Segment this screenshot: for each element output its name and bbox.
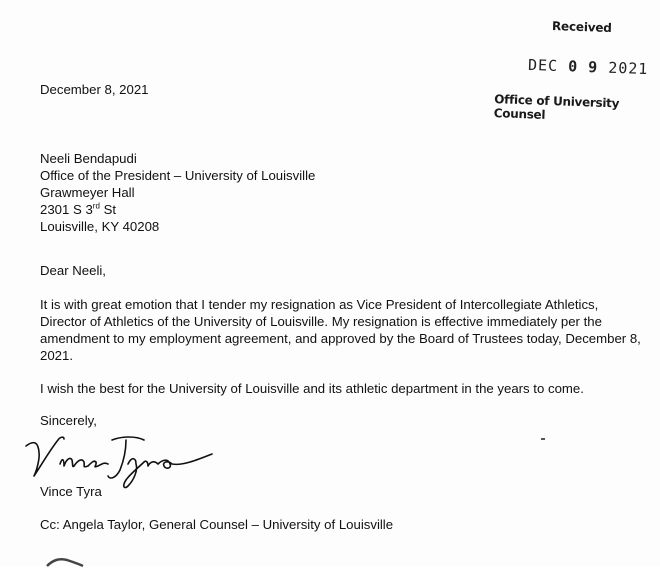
paragraph-line: 2021. [40, 348, 74, 363]
street-name: St [99, 202, 117, 217]
stamp-year: 2021 [607, 58, 649, 79]
recipient-street [40, 201, 315, 218]
body-paragraph-2: I wish the best for the University of Louisville and its athletic department in the years to come. [40, 381, 584, 396]
recipient-city: Louisville, KY 40208 [40, 219, 160, 234]
recipient-address [40, 150, 315, 235]
received-stamp-date [528, 56, 649, 78]
handwritten-signature [12, 420, 222, 490]
paragraph-line: amendment to my employment agreement, and approved by the Board of Trustees today, December 8, [40, 331, 641, 346]
cc-line: Cc: Angela Taylor, General Counsel – University of Louisville [40, 517, 394, 532]
stamp-day: 0 9 [567, 57, 599, 77]
received-stamp: Received [551, 18, 612, 36]
scan-artifact [45, 556, 85, 568]
recipient-office: Office of the President – University of Louisville [40, 168, 316, 183]
closing: Sincerely, [40, 413, 97, 428]
street-number: 2301 S 3 [40, 202, 93, 217]
body-paragraph-1 [40, 296, 641, 364]
paragraph-line: It is with great emotion that I tender my resignation as Vice President of Intercollegiate Athletics, [40, 297, 599, 312]
recipient-building: Grawmeyer Hall [40, 185, 135, 200]
stamp-month: DEC [527, 55, 559, 75]
received-stamp-office: Office of University Counsel [493, 92, 620, 122]
street-suffix: rd [92, 201, 100, 211]
letter-date: December 8, 2021 [40, 82, 149, 97]
scan-speck [541, 438, 545, 440]
signer-name: Vince Tyra [40, 484, 102, 499]
salutation: Dear Neeli, [40, 263, 106, 278]
recipient-name: Neeli Bendapudi [40, 151, 137, 166]
paragraph-line: Director of Athletics of the University of Louisville. My resignation is effective immediately per the [40, 314, 602, 329]
